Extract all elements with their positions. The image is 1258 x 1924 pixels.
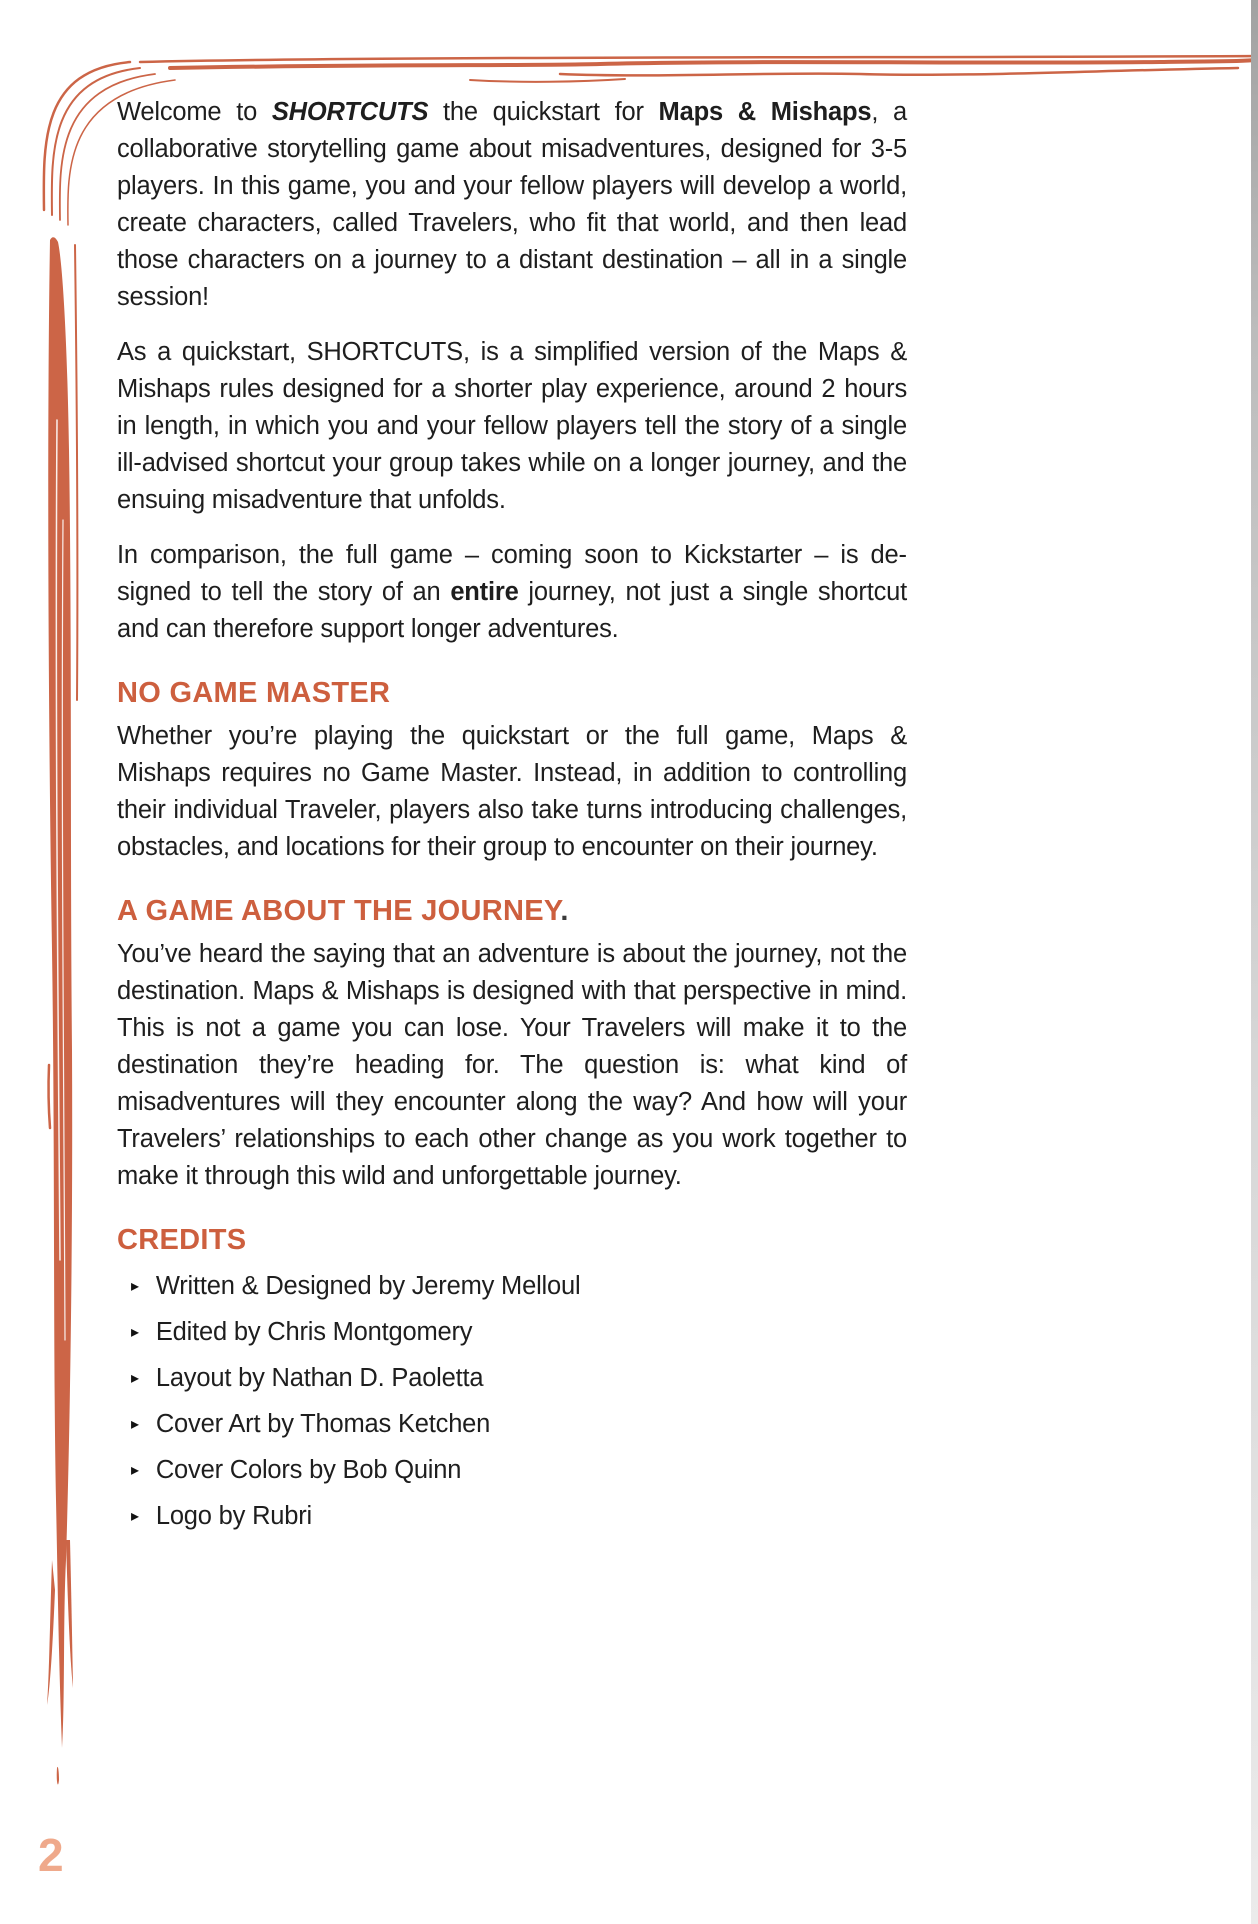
bullet-triangle-icon: ▸ <box>131 1278 139 1295</box>
maps-mishaps-title: Maps & Mishaps <box>658 98 872 126</box>
credits-item-text: Layout by Nathan D. Paoletta <box>155 1364 484 1392</box>
credits-item-text: Written & Designed by Jeremy Melloul <box>155 1272 581 1300</box>
credits-item <box>131 1311 907 1357</box>
bullet-triangle-icon: ▸ <box>131 1324 139 1341</box>
journey-paragraph: You’ve heard the saying that an adventure is about the journey, not the destination. Maps & Mishaps is designed with that perspective in mind. This is not a game you can lose. Your Travelers will make it to the destination they’re heading for. The question is: what kind of misadventures will they encounter along the way? And how will your Travelers’ relationships to each other change as you work together to make it through this wild and unforgettable journey. <box>117 940 907 1190</box>
credits-item <box>131 1495 907 1541</box>
credits-item-text: Edited by Chris Montgomery <box>155 1318 473 1346</box>
bullet-triangle-icon: ▸ <box>131 1508 139 1525</box>
intro-p3-pre: In comparison, the full game – coming soon to Kickstarter – is designed to tell the story of an <box>117 541 907 606</box>
bullet-triangle-icon: ▸ <box>131 1370 139 1387</box>
intro-p3-post: journey, not just a single shortcut and can therefore support longer adventures. <box>117 578 907 643</box>
bullet-triangle-icon: ▸ <box>131 1462 139 1479</box>
page-content <box>117 94 907 1541</box>
credits-item <box>131 1357 907 1403</box>
intro-paragraph-1 <box>117 94 907 316</box>
section-heading-journey <box>117 894 907 928</box>
credits-item <box>131 1449 907 1495</box>
credits-item <box>131 1403 907 1449</box>
intro-p1-post: , a collaborative storytelling game about misadventures, designed for 3-5 players. In this game, you and your fellow players will develop a world, create characters, called Travelers, who fit that world, and then lead those characters on a journey to a distant destination – all in a single session! <box>117 98 907 311</box>
bullet-triangle-icon: ▸ <box>131 1416 139 1433</box>
page-number: 2 <box>38 1829 64 1881</box>
intro-p1-pre: Welcome to <box>117 98 272 126</box>
journey-heading-period: . <box>560 895 569 927</box>
credits-item-text: Logo by Rubri <box>155 1502 313 1530</box>
intro-paragraph-3 <box>117 537 907 648</box>
intro-paragraph-2: As a quickstart, SHORTCUTS, is a simplified version of the Maps & Mishaps rules designed for a shorter play experience, around 2 hours in length, in which you and your fellow players tell the story of a single ill-advised shortcut your group takes while on a longer journey, and the ensuing misadventure that unfolds. <box>117 338 907 514</box>
intro-p1-mid: the quickstart for <box>428 98 659 126</box>
credits-item-text: Cover Colors by Bob Quinn <box>155 1456 462 1484</box>
section-heading-credits: CREDITS <box>117 1224 247 1256</box>
shortcuts-title: SHORTCUTS <box>271 98 429 126</box>
entire-emphasis: entire <box>450 578 519 606</box>
page-edge-shadow <box>1251 0 1258 1924</box>
credits-list <box>117 1265 907 1541</box>
section-heading-no-game-master: NO GAME MASTER <box>117 677 391 709</box>
no-game-master-paragraph: Whether you’re playing the quickstart or the full game, Maps & Mishaps requires no Game Master. Instead, in addition to controlling their individual Traveler, players also take turns introducing challenges, obstacles, and locations for their group to encounter on their journey. <box>117 722 907 861</box>
credits-item-text: Cover Art by Thomas Ketchen <box>155 1410 491 1438</box>
journey-heading-text: A GAME ABOUT THE JOURNEY <box>117 895 561 927</box>
credits-item <box>131 1265 907 1311</box>
